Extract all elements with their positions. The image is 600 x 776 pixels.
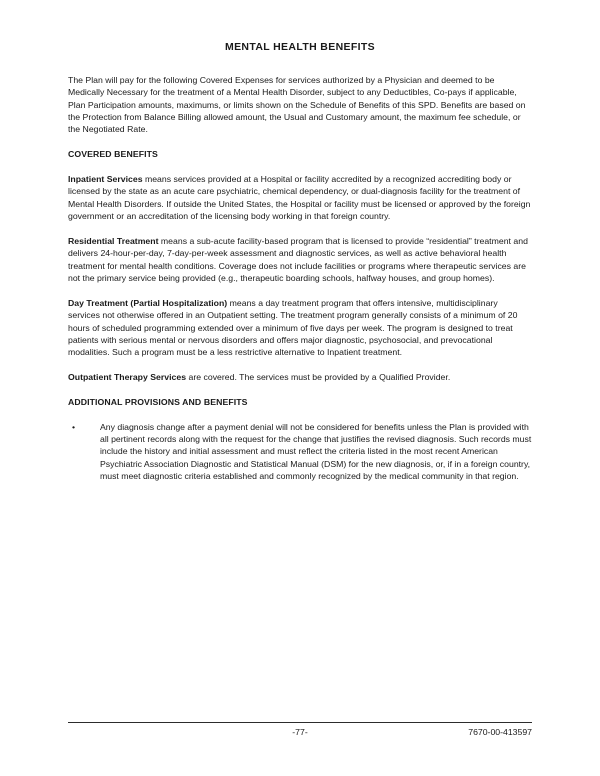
definition-residential-treatment bbox=[68, 235, 532, 284]
list-item-text: Any diagnosis change after a payment denial will not be considered for benefits unless the Plan is provided with all pertinent records along with the request for the change that justifies the revised diagnosis. Such records must include the history and initial assessment and must reflect the criteria listed in the most recent American Psychiatric Association Diagnostic and Statistical Manual (DSM) for the new diagnosis, or, if in a foreign country, must meet diagnostic criteria established and commonly recognized by the medical community in that region. bbox=[100, 421, 532, 482]
definition-text: means a day treatment program that offers intensive, multidisciplinary services not otherwise offered in an Outpatient setting. The treatment program generally consists of a minimum of 20 hours of scheduled programming extended over a minimum of five days per week. The program is designed to treat patients with serious mental or nervous disorders and offers major diagnostic, psychosocial, and prevocational modalities. Such a program must be a less restrictive alternative to Inpatient treatment. bbox=[68, 297, 518, 358]
intro-paragraph: The Plan will pay for the following Covered Expenses for services authorized by a Physician and deemed to be Medically Necessary for the treatment of a Mental Health Disorder, subject to any Deductibles, Co-pays if applicable, Plan Participation amounts, maximums, or limits shown on the Schedule of Benefits of this SPD. Benefits are based on the Protection from Balance Billing allowed amount, the Usual and Customary amount, the maximum fee schedule, or the Negotiated Rate. bbox=[68, 75, 526, 135]
definition-term: Inpatient Services bbox=[68, 174, 143, 185]
definition-text: are covered. The services must be provided by a Qualified Provider. bbox=[186, 372, 451, 383]
page-title: MENTAL HEALTH BENEFITS bbox=[224, 41, 376, 53]
footer-row bbox=[68, 726, 532, 742]
list-item bbox=[68, 421, 532, 483]
document-body bbox=[68, 40, 532, 495]
definition-term: Residential Treatment bbox=[68, 235, 159, 246]
additional-provisions-heading: ADDITIONAL PROVISIONS AND BENEFITS bbox=[68, 396, 248, 407]
bullet-icon: • bbox=[72, 421, 76, 432]
definition-outpatient-therapy-services bbox=[68, 371, 532, 383]
definition-inpatient-services bbox=[68, 173, 532, 222]
definition-term: Day Treatment (Partial Hospitalization) bbox=[68, 297, 228, 308]
definition-text: means services provided at a Hospital or facility accredited by a recognized accrediting body or licensed by the state as an acute care psychiatric, chemical dependency, or dual-diagnosis facility for the treatment of Mental Health Disorders. If outside the United States, the Hospital or facility must be licensed or approved by the foreign government or an accreditation of the licensing body working in that foreign country. bbox=[68, 174, 531, 222]
definition-text: means a sub-acute facility-based program that is licensed to provide “residential” treatment and delivers 24-hour-per-day, 7-day-per-week assessment and diagnostic services, as well as active behavioral health treatment for mental health conditions. Coverage does not include facilities or programs where therapeutic services are not the primary service being provided (e.g., therapeutic boarding schools, halfway houses, and group homes). bbox=[68, 235, 528, 283]
footer-divider bbox=[68, 722, 532, 723]
definition-day-treatment bbox=[68, 297, 532, 359]
definition-term: Outpatient Therapy Services bbox=[68, 372, 187, 383]
page-footer bbox=[68, 722, 532, 742]
document-code: 7670-00-413597 bbox=[468, 727, 532, 737]
page-number: -77- bbox=[292, 727, 308, 737]
covered-benefits-heading: COVERED BENEFITS bbox=[68, 149, 158, 160]
additional-provisions-list bbox=[68, 421, 532, 483]
